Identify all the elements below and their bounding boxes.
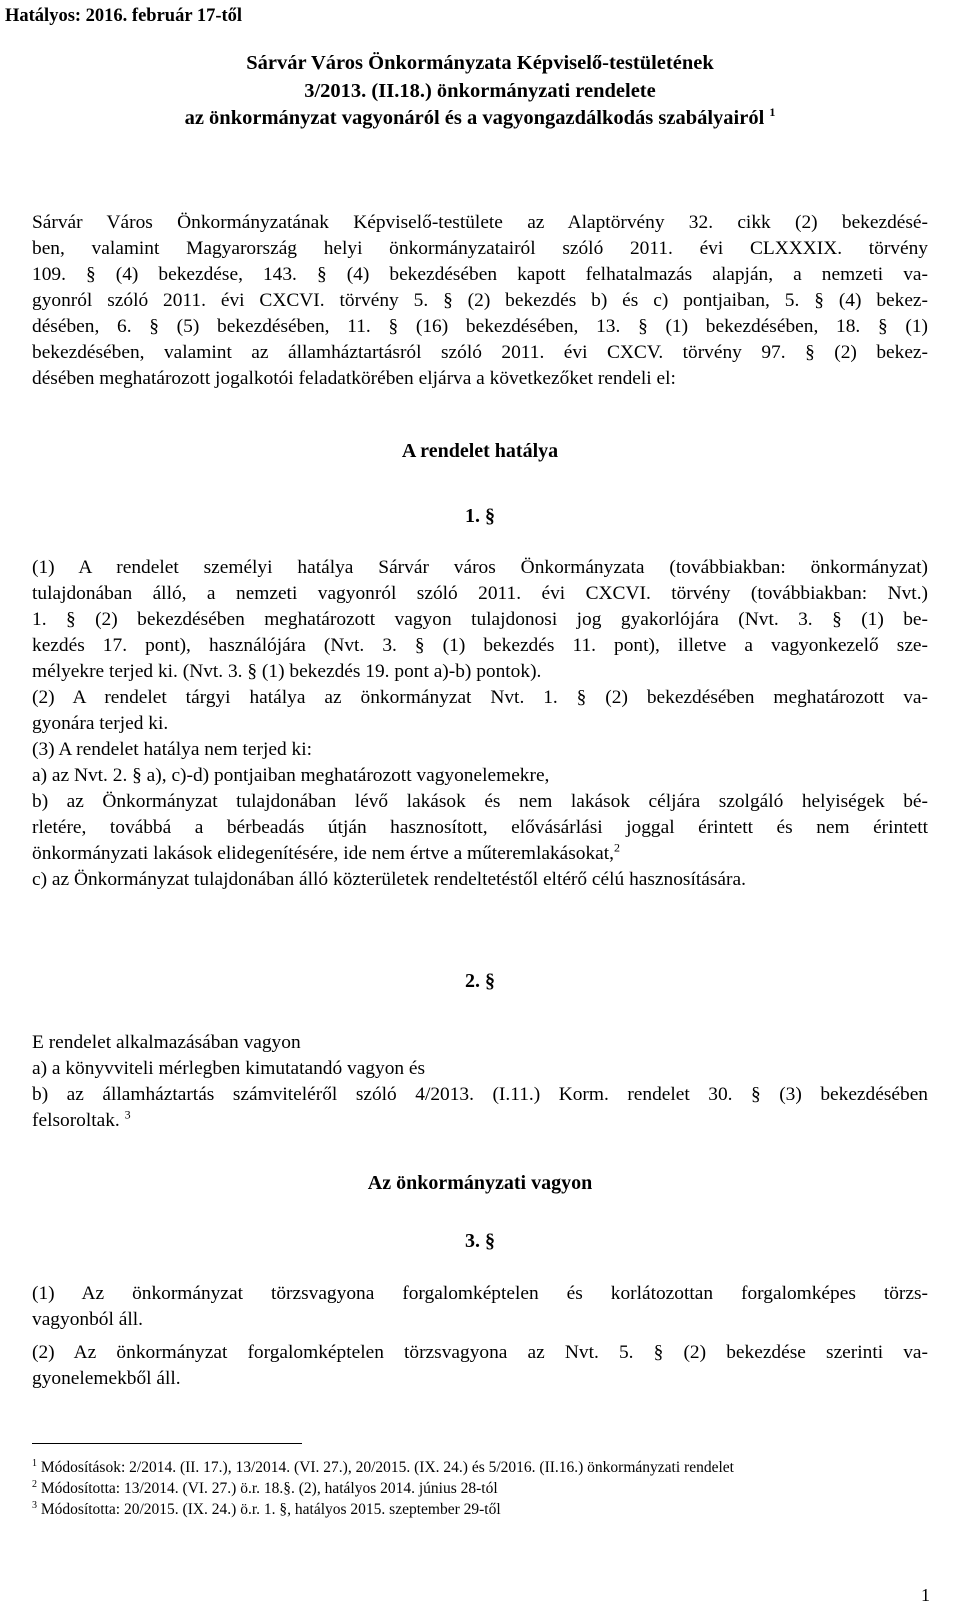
title-line-1: Sárvár Város Önkormányzata Képviselő-testületének (246, 52, 714, 74)
section-2-footnote-ref: 3 (124, 1107, 131, 1122)
preamble-line: gyonról szóló 2011. évi CXCVI. törvény 5. § (2) bekezdés b) és c) pontjaiban, 5. § (4) bekez- (32, 290, 928, 311)
effective-date-header: Hatályos: 2016. február 17-től (5, 6, 243, 26)
paragraph-line: gyonelemekből áll. (32, 1368, 181, 1389)
preamble-line: désében, 6. § (5) bekezdésében, 11. § (16) bekezdésében, 13. § (1) bekezdésében, 18. § (1) (32, 316, 928, 337)
item-b-last-text: önkormányzati lakások elidegenítésére, ide nem értve a műteremlakásokat, (32, 843, 615, 864)
regulation-title (60, 50, 900, 133)
preamble-line: désében meghatározott jogalkotói feladatkörében eljárva a következőket rendeli el: (32, 368, 676, 389)
section-2-item-a: a) a könyvviteli mérlegben kimutatandó vagyon és (32, 1058, 426, 1079)
section-1-item-b (32, 789, 928, 867)
preamble-line: Sárvár Város Önkormányzatának Képviselő-testülete az Alaptörvény 32. cikk (2) bekezdésé- (32, 212, 928, 233)
paragraph-line: b) az államháztartás számviteléről szóló 4/2013. (I.11.) Korm. rendelet 30. § (3) bekezdésében (32, 1084, 928, 1105)
footnote-2 (32, 1479, 928, 1499)
section-2-intro: E rendelet alkalmazásában vagyon (32, 1032, 301, 1053)
paragraph-line: b) az Önkormányzat tulajdonában lévő lakások és nem lakások céljára szolgáló helyiségek bé- (32, 791, 928, 812)
title-line-3-text: az önkormányzat vagyonáról és a vagyongazdálkodás szabályairól (184, 107, 765, 129)
item-b-footnote-ref: 2 (614, 840, 621, 855)
section-1-number: 1. § (465, 505, 495, 527)
section-1-paragraph-1 (32, 555, 928, 685)
title-line-3 (60, 105, 900, 133)
footnote-number: 3 (32, 1499, 37, 1511)
paragraph-line: (2) A rendelet tárgyi hatálya az önkormányzat Nvt. 1. § (2) bekezdésében meghatározott va- (32, 687, 928, 708)
paragraph-line (32, 1108, 928, 1134)
section-3-paragraph-1 (32, 1281, 928, 1333)
footnote-text: Módosította: 13/2014. (VI. 27.) ö.r. 18.§. (2), hatályos 2014. június 28-tól (40, 1480, 498, 1497)
item-b-last-text: felsoroltak. (32, 1110, 120, 1131)
footnote-number: 1 (32, 1457, 37, 1469)
title-footnote-ref: 1 (769, 105, 776, 120)
paragraph-line: 1. § (2) bekezdésében meghatározott vagyon tulajdonosi jog gyakorlójára (Nvt. 3. § (1) be- (32, 609, 928, 630)
section-1-item-c: c) az Önkormányzat tulajdonában álló közterületek rendeltetéstől eltérő célú hasznosítására. (32, 869, 746, 890)
paragraph-line: rletére, továbbá a bérbeadás útján hasznosított, elővásárlási joggal érintett és nem érintett (32, 817, 928, 838)
title-line-2: 3/2013. (II.18.) önkormányzati rendelete (304, 79, 656, 102)
footnote-text: Módosítások: 2/2014. (II. 17.), 13/2014. (VI. 27.), 20/2015. (IX. 24.) és 5/2016. (II.16.) önkormányzati rendelet (40, 1459, 734, 1476)
section-2-item-b (32, 1082, 928, 1134)
preamble-paragraph (32, 210, 928, 392)
paragraph-line: (2) Az önkormányzat forgalomképtelen törzsvagyona az Nvt. 5. § (2) bekezdése szerinti va- (32, 1342, 928, 1363)
section-3-number: 3. § (465, 1230, 495, 1252)
footnote-3 (32, 1500, 928, 1520)
footnote-separator (32, 1443, 302, 1444)
section-1-heading: A rendelet hatálya (401, 440, 559, 462)
section-1-paragraph-2 (32, 685, 928, 737)
section-1-paragraph-3-intro: (3) A rendelet hatálya nem terjed ki: (32, 739, 312, 760)
page-number: 1 (921, 1585, 930, 1605)
paragraph-line: mélyekre terjed ki. (Nvt. 3. § (1) bekezdés 19. pont a)-b) pontok). (32, 661, 542, 682)
preamble-line: bekezdésében, valamint az államháztartásról szóló 2011. évi CXCV. törvény 97. § (2) bekez- (32, 342, 928, 363)
preamble-line: ben, valamint Magyarország helyi önkormányzatairól szóló 2011. évi CLXXXIX. törvény (32, 238, 928, 259)
section-3-heading: Az önkormányzati vagyon (367, 1172, 593, 1194)
footnote-1 (32, 1458, 928, 1478)
paragraph-line: gyonára terjed ki. (32, 713, 169, 734)
footnote-text: Módosította: 20/2015. (IX. 24.) ö.r. 1. §, hatályos 2015. szeptember 29-től (40, 1501, 501, 1518)
preamble-line: 109. § (4) bekezdése, 143. § (4) bekezdésében kapott felhatalmazás alapján, a nemzeti va- (32, 264, 928, 285)
paragraph-line: (1) A rendelet személyi hatálya Sárvár város Önkormányzata (továbbiakban: önkormányzat) (32, 557, 928, 578)
paragraph-line (32, 841, 928, 867)
section-1-item-a: a) az Nvt. 2. § a), c)-d) pontjaiban meghatározott vagyonelemekre, (32, 765, 550, 786)
section-3-paragraph-2 (32, 1340, 928, 1392)
paragraph-line: vagyonból áll. (32, 1309, 143, 1330)
paragraph-line: (1) Az önkormányzat törzsvagyona forgalomképtelen és korlátozottan forgalomképes törzs- (32, 1283, 928, 1304)
paragraph-line: tulajdonában álló, a nemzeti vagyonról szóló 2011. évi CXCVI. törvény (továbbiakban: Nvt.) (32, 583, 928, 604)
paragraph-line: kezdés 17. pont), használójára (Nvt. 3. § (1) bekezdés 11. pont), illetve a vagyonkezelő sze- (32, 635, 928, 656)
footnote-number: 2 (32, 1478, 37, 1490)
section-2-number: 2. § (465, 970, 495, 992)
